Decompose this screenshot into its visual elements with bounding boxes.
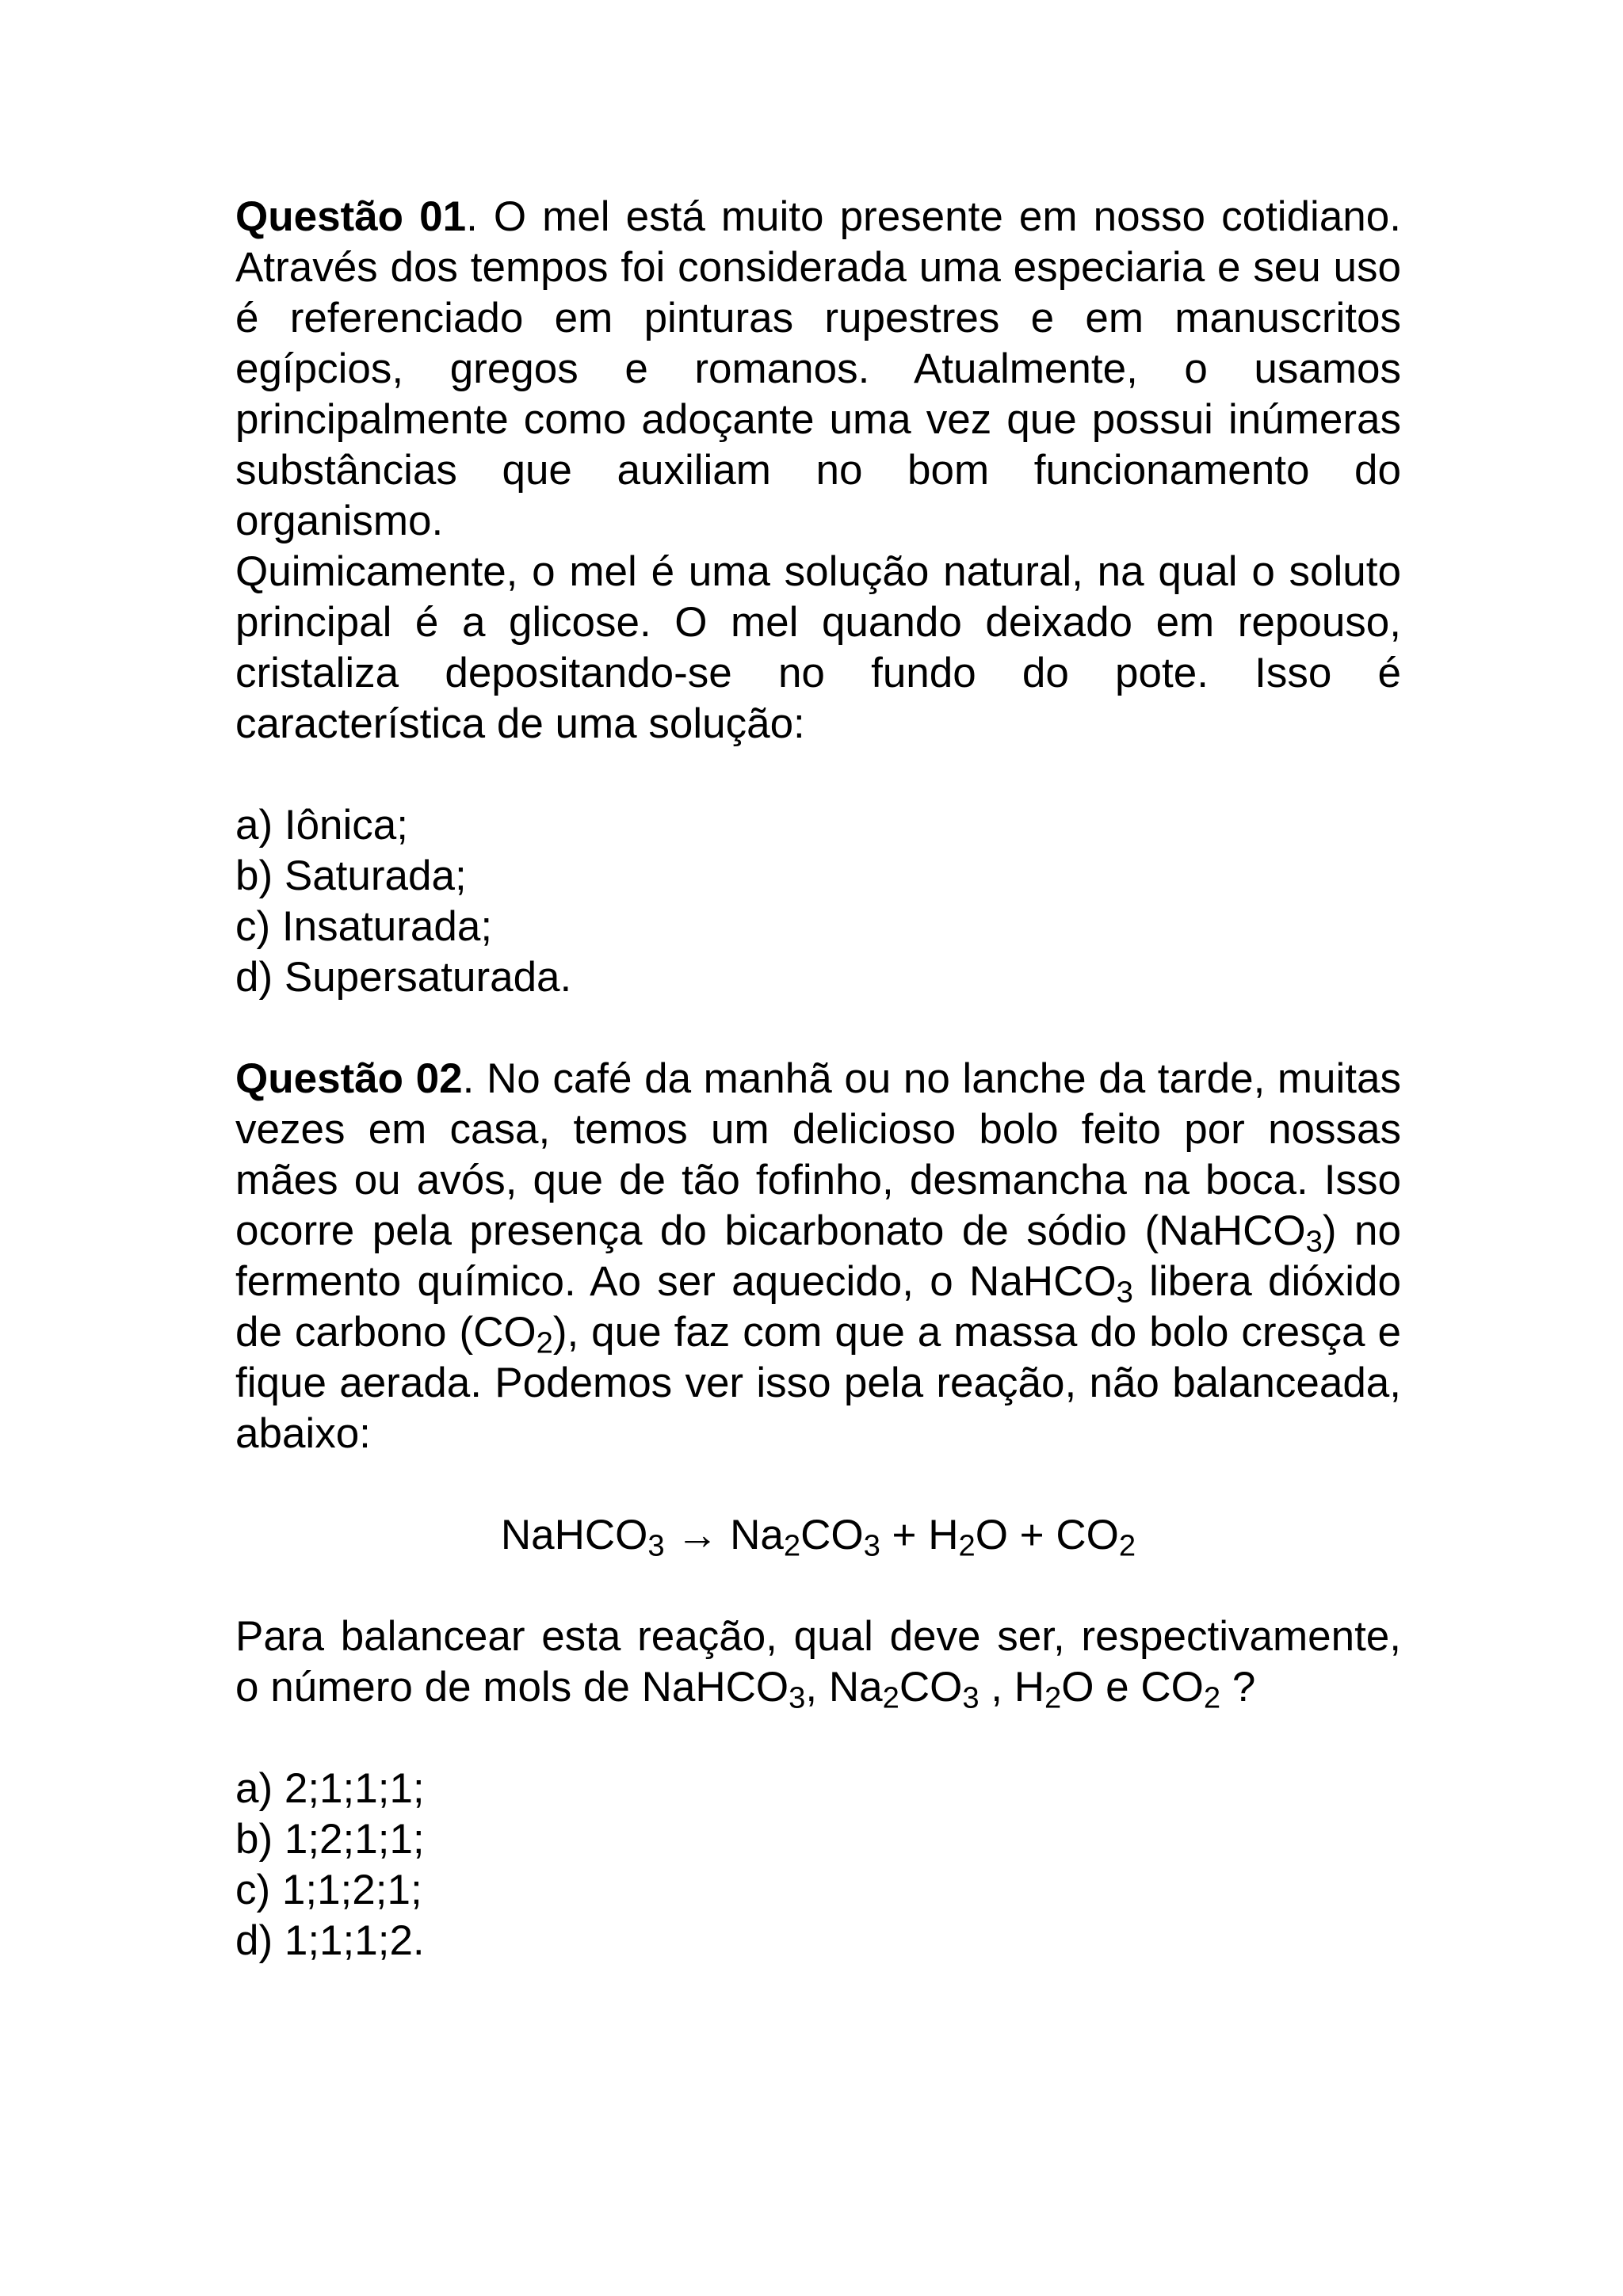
subscript: 2 (536, 1325, 553, 1360)
question-2-option-d: d) 1;1;1;2. (235, 1917, 425, 1964)
question-1-paragraph (235, 192, 1401, 547)
question-1-option-d: d) Supersaturada. (235, 954, 572, 1001)
question-2-option-c: c) 1;1;2;1; (235, 1867, 422, 1913)
prompt-part: CO (899, 1664, 963, 1711)
question-2-text-b: ) no fermento químico. Ao ser aquecido, o NaHCO (235, 1207, 1401, 1305)
question-2-label: Questão 02 (235, 1055, 463, 1102)
subscript: 3 (962, 1680, 980, 1715)
question-2-option-a: a) 2;1;1;1; (235, 1765, 425, 1812)
question-1-label: Questão 01 (235, 193, 467, 240)
question-2-paragraph (235, 1054, 1401, 1459)
subscript: 3 (789, 1680, 806, 1715)
spacer (235, 1459, 1401, 1510)
question-1-option-a: a) Iônica; (235, 802, 409, 849)
subscript: 3 (647, 1528, 665, 1563)
question-2-option-b: b) 1;2;1;1; (235, 1816, 425, 1863)
spacer (235, 749, 1401, 800)
subscript: 3 (1116, 1275, 1133, 1310)
prompt-part: , H (979, 1664, 1044, 1711)
equation-part: CO (800, 1512, 864, 1558)
question-2-text-c: libera dióxido de carbono (CO (235, 1258, 1401, 1356)
prompt-part: ? (1220, 1664, 1256, 1711)
spacer (235, 1561, 1401, 1611)
spacer (235, 1003, 1401, 1054)
question-2-prompt (235, 1611, 1401, 1713)
subscript: 3 (1305, 1224, 1323, 1259)
prompt-part: Para balancear esta reação, qual deve ser, respectivamente, o número de mols de NaHCO (235, 1613, 1401, 1711)
equation-part: O + CO (975, 1512, 1119, 1558)
subscript: 2 (1203, 1680, 1221, 1715)
question-1-text: . O mel está muito presente em nosso cotidiano. Através dos tempos foi considerada uma especiaria e seu uso é referenciado em pinturas rupestres e em manuscritos egípcios, gregos e romanos. Atualmente, o usamos principalmente como adoçante uma vez que possui inúmeras substâncias que auxiliam no bom funcionamento do organismo. (235, 193, 1401, 544)
question-1-paragraph-2: Quimicamente, o mel é uma solução natural, na qual o soluto principal é a glicose. O mel quando deixado em repouso, cristaliza depositando-se no fundo do pote. Isso é característica de uma solução: (235, 548, 1401, 747)
prompt-part: , Na (805, 1664, 883, 1711)
question-2-text-a: . No café da manhã ou no lanche da tarde, muitas vezes em casa, temos um delicioso bolo feito por nossas mães ou avós, que de tão fofinho, desmancha na boca. Isso ocorre pela presença do bicarbonato de sódio (NaHCO (235, 1055, 1402, 1254)
subscript: 3 (863, 1528, 880, 1563)
subscript: 2 (882, 1680, 899, 1715)
subscript: 2 (783, 1528, 801, 1563)
equation-part: → Na (664, 1512, 784, 1558)
document-page (235, 192, 1401, 1966)
chemical-equation (235, 1510, 1401, 1561)
equation-part: + H (880, 1512, 959, 1558)
subscript: 2 (1118, 1528, 1136, 1563)
prompt-part: O e CO (1061, 1664, 1204, 1711)
subscript: 2 (958, 1528, 976, 1563)
question-1-option-b: b) Saturada; (235, 852, 467, 899)
spacer (235, 1713, 1401, 1764)
question-1-option-c: c) Insaturada; (235, 903, 493, 950)
subscript: 2 (1044, 1680, 1062, 1715)
equation-part: NaHCO (500, 1512, 648, 1558)
question-2-text-d: ), que faz com que a massa do bolo cresça e fique aerada. Podemos ver isso pela reação, não balanceada, abaixo: (235, 1309, 1401, 1457)
